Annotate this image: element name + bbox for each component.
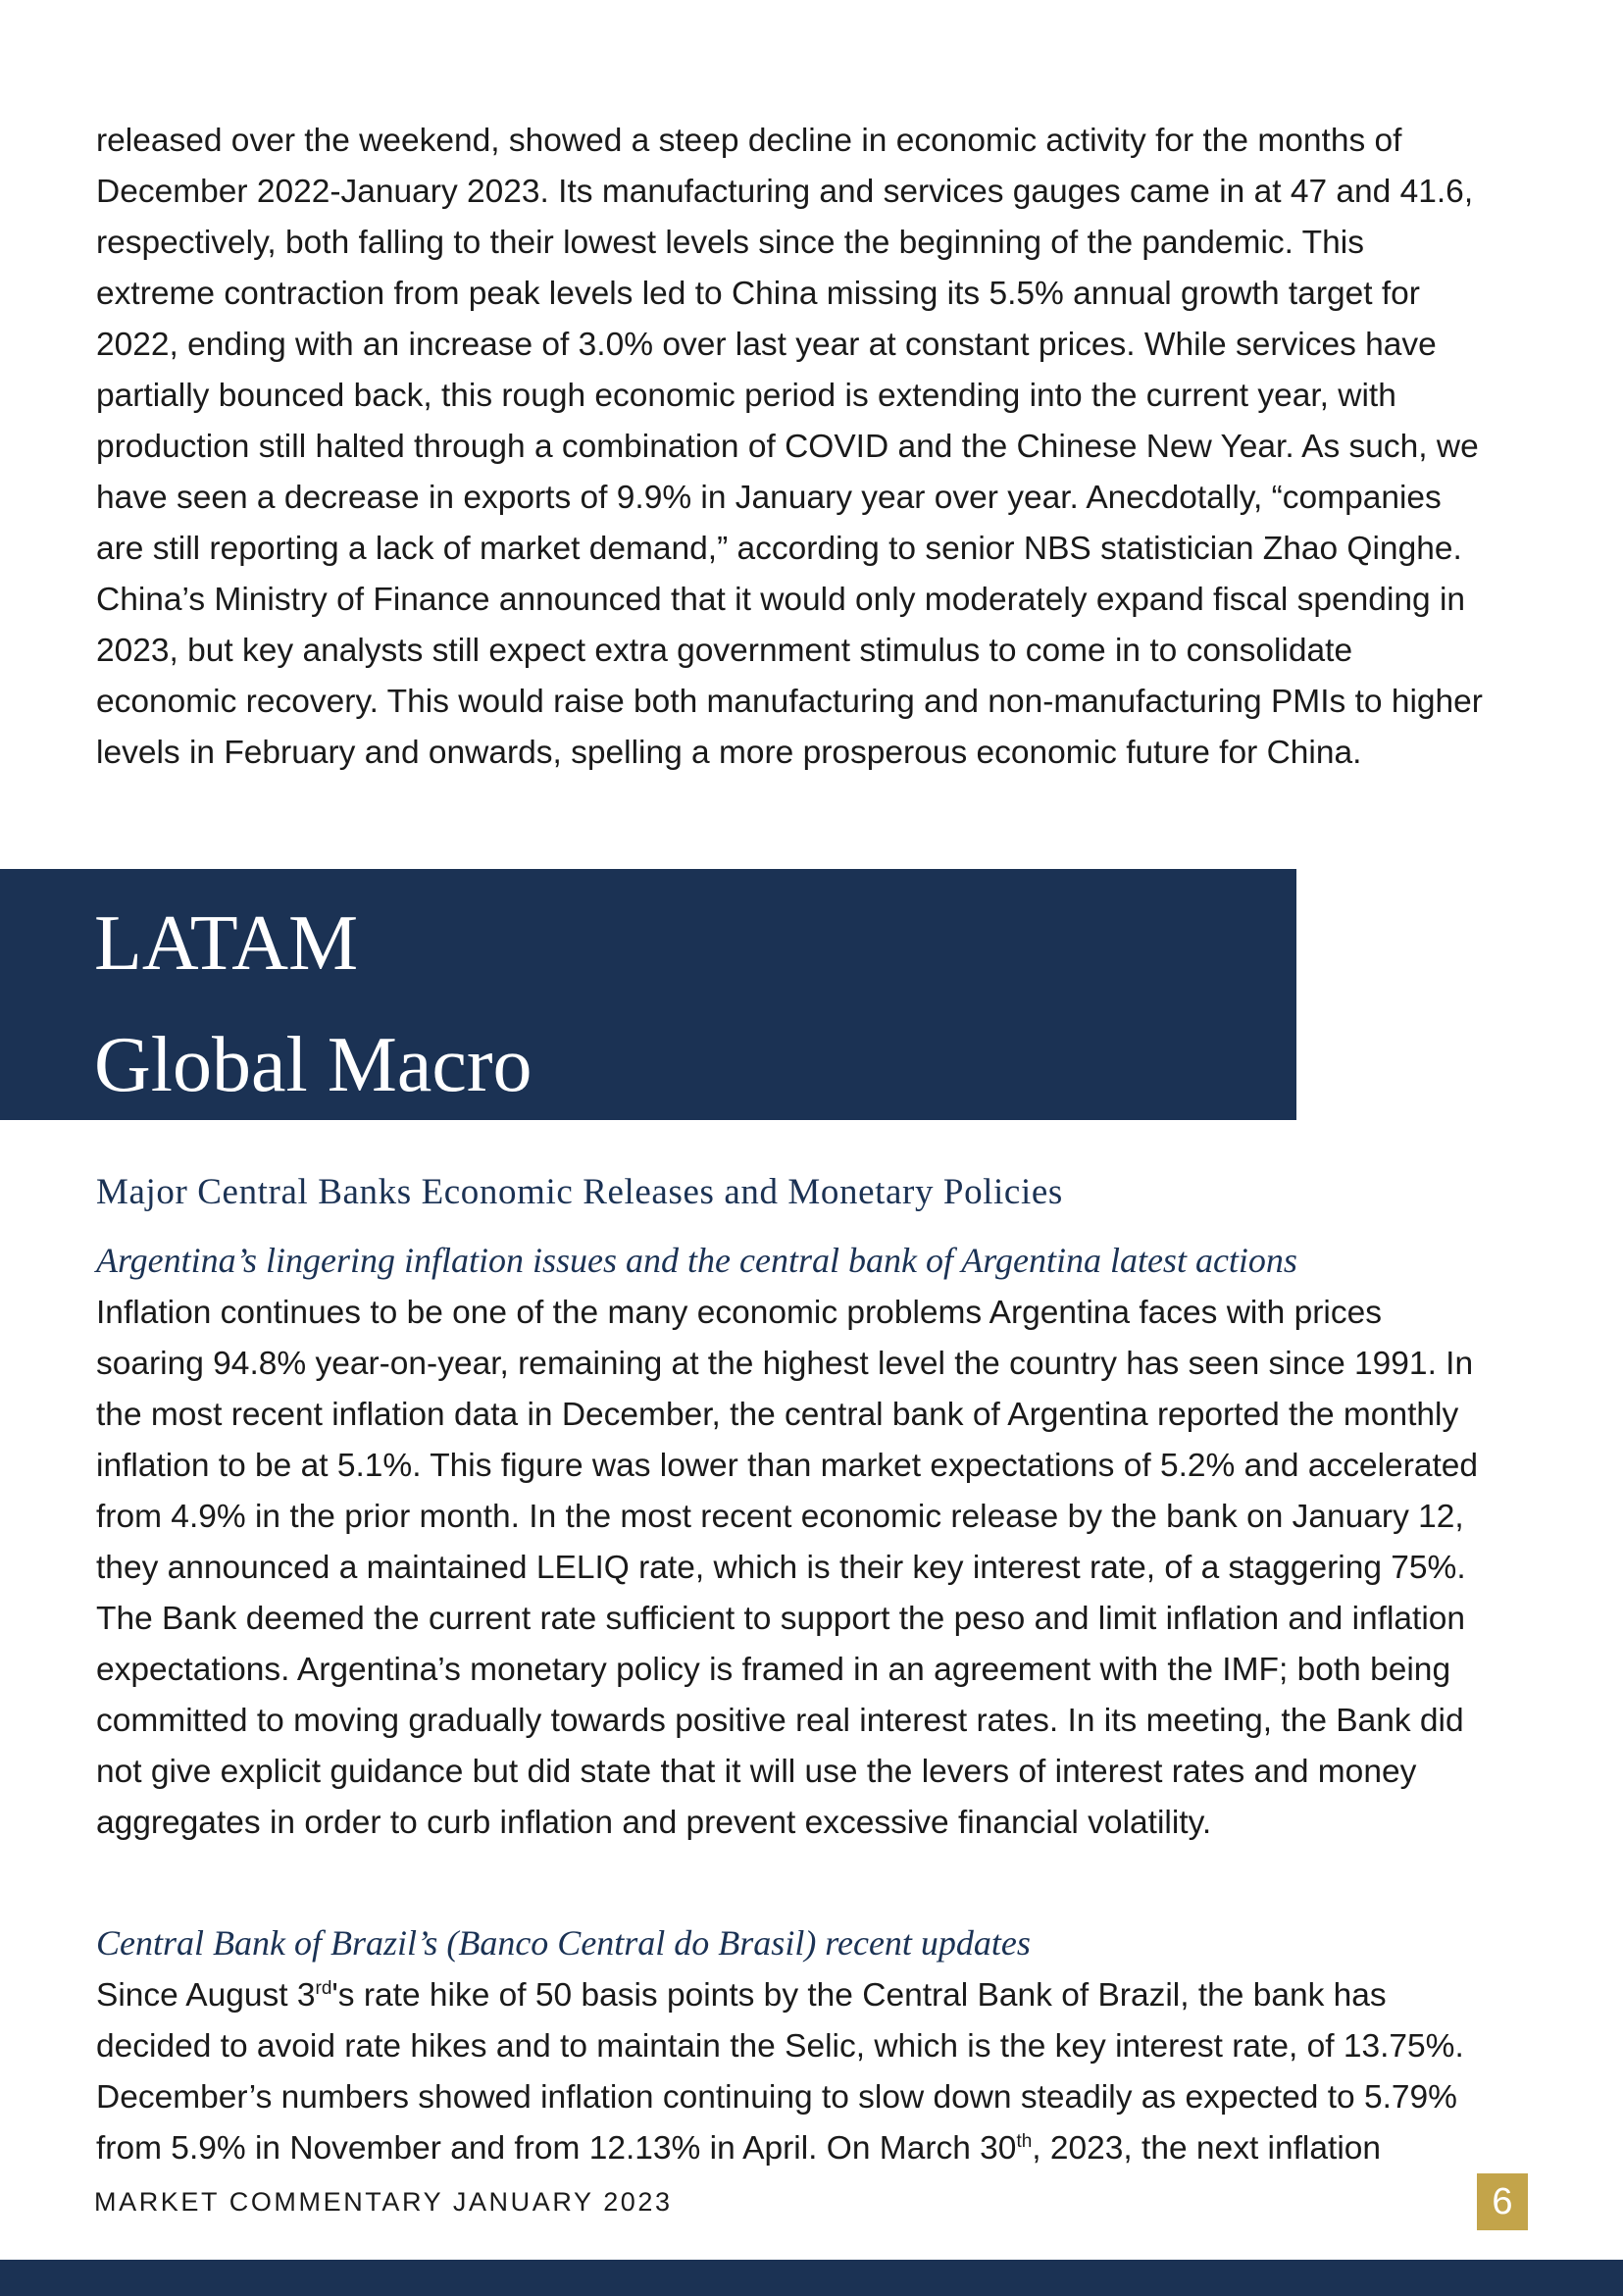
footer-label: MARKET COMMENTARY JANUARY 2023 (94, 2187, 673, 2217)
brazil-heading: Central Bank of Brazil’s (Banco Central do Brasil) recent updates (96, 1923, 1031, 1963)
china-line: December 2022-January 2023. Its manufacturing and services gauges came in at 47 and 41.6, (96, 174, 1474, 210)
banner-title-global-macro: Global Macro (94, 1022, 533, 1108)
banner-title-latam: LATAM (94, 900, 359, 987)
section-banner (0, 869, 1296, 1120)
china-line: 2022, ending with an increase of 3.0% over last year at constant prices. While services have (96, 327, 1437, 363)
china-line: China’s Ministry of Finance announced that it would only moderately expand fiscal spending in (96, 582, 1466, 618)
argentina-line: soaring 94.8% year-on-year, remaining at the highest level the country has seen since 1991. In (96, 1346, 1474, 1382)
argentina-line: the most recent inflation data in December, the central bank of Argentina reported the monthly (96, 1397, 1459, 1433)
china-line: have seen a decrease in exports of 9.9% in January year over year. Anecdotally, “companies (96, 480, 1442, 516)
china-line: 2023, but key analysts still expect extra government stimulus to come in to consolidate (96, 633, 1353, 669)
brazil-paragraph (96, 1970, 1601, 2174)
china-line: economic recovery. This would raise both manufacturing and non-manufacturing PMIs to higher (96, 684, 1483, 720)
argentina-line: inflation to be at 5.1%. This figure was lower than market expectations of 5.2% and accelerated (96, 1448, 1479, 1484)
brazil-line: December’s numbers showed inflation continuing to slow down steadily as expected to 5.79% (96, 2079, 1457, 2116)
argentina-paragraph (96, 1288, 1601, 1849)
china-line: partially bounced back, this rough economic period is extending into the current year, with (96, 378, 1396, 414)
china-paragraph (96, 116, 1601, 779)
argentina-line: committed to moving gradually towards positive real interest rates. In its meeting, the Bank did (96, 1703, 1464, 1739)
brazil-line: from 5.9% in November and from 12.13% in April. On March 30th, 2023, the next inflation (96, 2130, 1382, 2167)
china-line: levels in February and onwards, spelling a more prosperous economic future for China. (96, 735, 1362, 771)
argentina-line: not give explicit guidance but did state that it will use the levers of interest rates and money (96, 1754, 1417, 1790)
brazil-line: Since August 3rd's rate hike of 50 basis points by the Central Bank of Brazil, the bank has (96, 1977, 1387, 2014)
argentina-line: aggregates in order to curb inflation and prevent excessive financial volatility. (96, 1805, 1212, 1841)
section-heading: Major Central Banks Economic Releases and Monetary Policies (96, 1172, 1063, 1212)
argentina-line: they announced a maintained LELIQ rate, which is their key interest rate, of a staggering 75%. (96, 1550, 1466, 1586)
china-line: are still reporting a lack of market demand,” according to senior NBS statistician Zhao Qinghe. (96, 531, 1462, 567)
argentina-line: from 4.9% in the prior month. In the most recent economic release by the bank on January 12, (96, 1499, 1464, 1535)
argentina-heading: Argentina’s lingering inflation issues and the central bank of Argentina latest actions (96, 1241, 1297, 1280)
brazil-line: decided to avoid rate hikes and to maintain the Selic, which is the key interest rate, of 13.75%. (96, 2028, 1464, 2065)
china-line: extreme contraction from peak levels led to China missing its 5.5% annual growth target for (96, 276, 1420, 312)
footer-bar (0, 2260, 1623, 2296)
argentina-line: expectations. Argentina’s monetary policy is framed in an agreement with the IMF; both being (96, 1652, 1451, 1688)
china-line: released over the weekend, showed a steep decline in economic activity for the months of (96, 123, 1402, 159)
china-line: respectively, both falling to their lowest levels since the beginning of the pandemic. This (96, 225, 1364, 261)
china-line: production still halted through a combination of COVID and the Chinese New Year. As such, we (96, 429, 1479, 465)
argentina-line: The Bank deemed the current rate sufficient to support the peso and limit inflation and inflation (96, 1601, 1466, 1637)
page-number: 6 (1477, 2173, 1528, 2230)
argentina-line: Inflation continues to be one of the many economic problems Argentina faces with prices (96, 1295, 1382, 1331)
